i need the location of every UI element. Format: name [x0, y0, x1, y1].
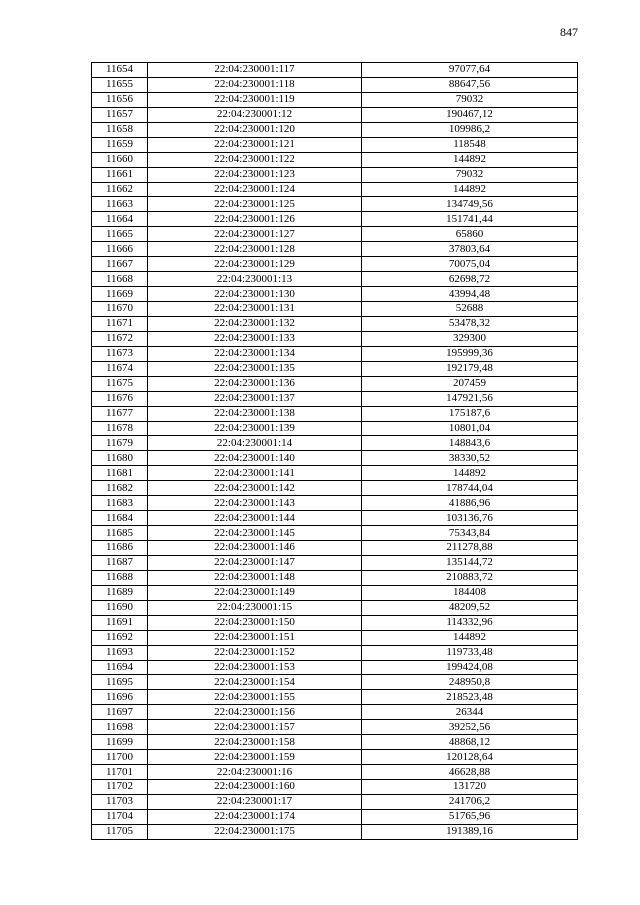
table-row — [92, 197, 578, 212]
row-number-cell: 11704 — [92, 809, 148, 824]
table-row — [92, 526, 578, 541]
table-row — [92, 107, 578, 122]
cadastral-number-cell: 22:04:230001:150 — [148, 615, 362, 630]
cadastral-number-cell: 22:04:230001:117 — [148, 63, 362, 78]
table-row — [92, 152, 578, 167]
table-row — [92, 122, 578, 137]
value-cell: 75343,84 — [362, 526, 578, 541]
table-row — [92, 765, 578, 780]
value-cell: 88647,56 — [362, 77, 578, 92]
cadastral-number-cell: 22:04:230001:123 — [148, 167, 362, 182]
value-cell: 195999,36 — [362, 346, 578, 361]
cadastral-number-cell: 22:04:230001:119 — [148, 92, 362, 107]
cadastral-number-cell: 22:04:230001:158 — [148, 735, 362, 750]
value-cell: 131720 — [362, 780, 578, 795]
value-cell: 148843,6 — [362, 436, 578, 451]
table-row — [92, 720, 578, 735]
table-row — [92, 585, 578, 600]
table-row — [92, 212, 578, 227]
table-row — [92, 167, 578, 182]
cadastral-number-cell: 22:04:230001:124 — [148, 182, 362, 197]
table-row — [92, 451, 578, 466]
value-cell: 147921,56 — [362, 391, 578, 406]
cadastral-number-cell: 22:04:230001:129 — [148, 257, 362, 272]
cadastral-number-cell: 22:04:230001:122 — [148, 152, 362, 167]
row-number-cell: 11669 — [92, 287, 148, 302]
row-number-cell: 11691 — [92, 615, 148, 630]
table-row — [92, 272, 578, 287]
table-row — [92, 242, 578, 257]
page-number: 847 — [560, 25, 578, 39]
value-cell: 144892 — [362, 630, 578, 645]
cadastral-number-cell: 22:04:230001:134 — [148, 346, 362, 361]
value-cell: 210883,72 — [362, 570, 578, 585]
value-cell: 190467,12 — [362, 107, 578, 122]
value-cell: 62698,72 — [362, 272, 578, 287]
cadastral-number-cell: 22:04:230001:143 — [148, 496, 362, 511]
row-number-cell: 11674 — [92, 361, 148, 376]
row-number-cell: 11675 — [92, 376, 148, 391]
row-number-cell: 11702 — [92, 780, 148, 795]
table-row — [92, 690, 578, 705]
cadastral-number-cell: 22:04:230001:148 — [148, 570, 362, 585]
table-row — [92, 481, 578, 496]
table-row — [92, 137, 578, 152]
row-number-cell: 11660 — [92, 152, 148, 167]
table-row — [92, 705, 578, 720]
row-number-cell: 11688 — [92, 570, 148, 585]
table-body — [92, 63, 578, 840]
value-cell: 191389,16 — [362, 824, 578, 839]
value-cell: 70075,04 — [362, 257, 578, 272]
row-number-cell: 11696 — [92, 690, 148, 705]
cadastral-number-cell: 22:04:230001:12 — [148, 107, 362, 122]
table-row — [92, 615, 578, 630]
data-table — [91, 62, 578, 840]
value-cell: 43994,48 — [362, 287, 578, 302]
row-number-cell: 11679 — [92, 436, 148, 451]
row-number-cell: 11659 — [92, 137, 148, 152]
cadastral-number-cell: 22:04:230001:149 — [148, 585, 362, 600]
row-number-cell: 11668 — [92, 272, 148, 287]
row-number-cell: 11687 — [92, 555, 148, 570]
table-row — [92, 92, 578, 107]
cadastral-number-cell: 22:04:230001:145 — [148, 526, 362, 541]
cadastral-number-cell: 22:04:230001:130 — [148, 287, 362, 302]
table-row — [92, 630, 578, 645]
value-cell: 151741,44 — [362, 212, 578, 227]
cadastral-number-cell: 22:04:230001:142 — [148, 481, 362, 496]
value-cell: 241706,2 — [362, 794, 578, 809]
value-cell: 37803,64 — [362, 242, 578, 257]
table-row — [92, 227, 578, 242]
table-row — [92, 376, 578, 391]
row-number-cell: 11656 — [92, 92, 148, 107]
cadastral-number-cell: 22:04:230001:157 — [148, 720, 362, 735]
table-row — [92, 421, 578, 436]
cadastral-number-cell: 22:04:230001:132 — [148, 316, 362, 331]
row-number-cell: 11672 — [92, 331, 148, 346]
cadastral-number-cell: 22:04:230001:127 — [148, 227, 362, 242]
cadastral-number-cell: 22:04:230001:146 — [148, 541, 362, 556]
table-row — [92, 466, 578, 481]
cadastral-number-cell: 22:04:230001:135 — [148, 361, 362, 376]
cadastral-number-cell: 22:04:230001:137 — [148, 391, 362, 406]
cadastral-number-cell: 22:04:230001:121 — [148, 137, 362, 152]
table-row — [92, 541, 578, 556]
table-row — [92, 361, 578, 376]
table-row — [92, 316, 578, 331]
cadastral-number-cell: 22:04:230001:147 — [148, 555, 362, 570]
cadastral-number-cell: 22:04:230001:174 — [148, 809, 362, 824]
value-cell: 48209,52 — [362, 600, 578, 615]
row-number-cell: 11697 — [92, 705, 148, 720]
row-number-cell: 11683 — [92, 496, 148, 511]
value-cell: 10801,04 — [362, 421, 578, 436]
table-row — [92, 302, 578, 317]
cadastral-number-cell: 22:04:230001:140 — [148, 451, 362, 466]
value-cell: 53478,32 — [362, 316, 578, 331]
value-cell: 109986,2 — [362, 122, 578, 137]
cadastral-number-cell: 22:04:230001:151 — [148, 630, 362, 645]
table-row — [92, 735, 578, 750]
table-row — [92, 780, 578, 795]
row-number-cell: 11685 — [92, 526, 148, 541]
cadastral-number-cell: 22:04:230001:17 — [148, 794, 362, 809]
value-cell: 103136,76 — [362, 511, 578, 526]
row-number-cell: 11658 — [92, 122, 148, 137]
value-cell: 184408 — [362, 585, 578, 600]
row-number-cell: 11700 — [92, 750, 148, 765]
table-row — [92, 675, 578, 690]
row-number-cell: 11695 — [92, 675, 148, 690]
table-row — [92, 63, 578, 78]
row-number-cell: 11690 — [92, 600, 148, 615]
value-cell: 118548 — [362, 137, 578, 152]
table-row — [92, 809, 578, 824]
row-number-cell: 11689 — [92, 585, 148, 600]
cadastral-number-cell: 22:04:230001:128 — [148, 242, 362, 257]
row-number-cell: 11657 — [92, 107, 148, 122]
table-row — [92, 257, 578, 272]
row-number-cell: 11693 — [92, 645, 148, 660]
table-row — [92, 77, 578, 92]
cadastral-number-cell: 22:04:230001:155 — [148, 690, 362, 705]
value-cell: 211278,88 — [362, 541, 578, 556]
value-cell: 51765,96 — [362, 809, 578, 824]
table-row — [92, 182, 578, 197]
row-number-cell: 11667 — [92, 257, 148, 272]
cadastral-number-cell: 22:04:230001:133 — [148, 331, 362, 346]
value-cell: 218523,48 — [362, 690, 578, 705]
row-number-cell: 11680 — [92, 451, 148, 466]
cadastral-number-cell: 22:04:230001:131 — [148, 302, 362, 317]
value-cell: 144892 — [362, 152, 578, 167]
cadastral-number-cell: 22:04:230001:126 — [148, 212, 362, 227]
value-cell: 199424,08 — [362, 660, 578, 675]
row-number-cell: 11676 — [92, 391, 148, 406]
table-row — [92, 570, 578, 585]
row-number-cell: 11686 — [92, 541, 148, 556]
value-cell: 329300 — [362, 331, 578, 346]
value-cell: 39252,56 — [362, 720, 578, 735]
table-row — [92, 794, 578, 809]
cadastral-number-cell: 22:04:230001:118 — [148, 77, 362, 92]
table-row — [92, 511, 578, 526]
row-number-cell: 11671 — [92, 316, 148, 331]
row-number-cell: 11681 — [92, 466, 148, 481]
value-cell: 79032 — [362, 167, 578, 182]
value-cell: 52688 — [362, 302, 578, 317]
table-row — [92, 555, 578, 570]
value-cell: 134749,56 — [362, 197, 578, 212]
cadastral-number-cell: 22:04:230001:156 — [148, 705, 362, 720]
cadastral-number-cell: 22:04:230001:16 — [148, 765, 362, 780]
value-cell: 120128,64 — [362, 750, 578, 765]
value-cell: 135144,72 — [362, 555, 578, 570]
row-number-cell: 11705 — [92, 824, 148, 839]
cadastral-number-cell: 22:04:230001:125 — [148, 197, 362, 212]
value-cell: 178744,04 — [362, 481, 578, 496]
value-cell: 175187,6 — [362, 406, 578, 421]
cadastral-number-cell: 22:04:230001:136 — [148, 376, 362, 391]
value-cell: 65860 — [362, 227, 578, 242]
cadastral-number-cell: 22:04:230001:175 — [148, 824, 362, 839]
row-number-cell: 11703 — [92, 794, 148, 809]
row-number-cell: 11677 — [92, 406, 148, 421]
row-number-cell: 11698 — [92, 720, 148, 735]
value-cell: 119733,48 — [362, 645, 578, 660]
row-number-cell: 11684 — [92, 511, 148, 526]
row-number-cell: 11692 — [92, 630, 148, 645]
value-cell: 114332,96 — [362, 615, 578, 630]
cadastral-number-cell: 22:04:230001:154 — [148, 675, 362, 690]
row-number-cell: 11666 — [92, 242, 148, 257]
table-row — [92, 600, 578, 615]
cadastral-number-cell: 22:04:230001:159 — [148, 750, 362, 765]
row-number-cell: 11661 — [92, 167, 148, 182]
cadastral-number-cell: 22:04:230001:120 — [148, 122, 362, 137]
cadastral-number-cell: 22:04:230001:141 — [148, 466, 362, 481]
table-row — [92, 750, 578, 765]
row-number-cell: 11670 — [92, 302, 148, 317]
cadastral-number-cell: 22:04:230001:160 — [148, 780, 362, 795]
value-cell: 38330,52 — [362, 451, 578, 466]
cadastral-number-cell: 22:04:230001:14 — [148, 436, 362, 451]
row-number-cell: 11663 — [92, 197, 148, 212]
value-cell: 41886,96 — [362, 496, 578, 511]
cadastral-number-cell: 22:04:230001:139 — [148, 421, 362, 436]
cadastral-number-cell: 22:04:230001:13 — [148, 272, 362, 287]
table-row — [92, 287, 578, 302]
row-number-cell: 11654 — [92, 63, 148, 78]
table-row — [92, 406, 578, 421]
row-number-cell: 11673 — [92, 346, 148, 361]
cadastral-number-cell: 22:04:230001:138 — [148, 406, 362, 421]
value-cell: 46628,88 — [362, 765, 578, 780]
row-number-cell: 11662 — [92, 182, 148, 197]
table-row — [92, 391, 578, 406]
cadastral-number-cell: 22:04:230001:153 — [148, 660, 362, 675]
row-number-cell: 11701 — [92, 765, 148, 780]
value-cell: 26344 — [362, 705, 578, 720]
value-cell: 248950,8 — [362, 675, 578, 690]
value-cell: 48868,12 — [362, 735, 578, 750]
row-number-cell: 11664 — [92, 212, 148, 227]
value-cell: 97077,64 — [362, 63, 578, 78]
table-row — [92, 436, 578, 451]
row-number-cell: 11655 — [92, 77, 148, 92]
value-cell: 144892 — [362, 182, 578, 197]
value-cell: 207459 — [362, 376, 578, 391]
cadastral-number-cell: 22:04:230001:15 — [148, 600, 362, 615]
table-row — [92, 496, 578, 511]
row-number-cell: 11682 — [92, 481, 148, 496]
row-number-cell: 11699 — [92, 735, 148, 750]
cadastral-number-cell: 22:04:230001:152 — [148, 645, 362, 660]
table-row — [92, 346, 578, 361]
row-number-cell: 11694 — [92, 660, 148, 675]
value-cell: 192179,48 — [362, 361, 578, 376]
table-row — [92, 645, 578, 660]
value-cell: 79032 — [362, 92, 578, 107]
row-number-cell: 11665 — [92, 227, 148, 242]
row-number-cell: 11678 — [92, 421, 148, 436]
table-row — [92, 331, 578, 346]
cadastral-number-cell: 22:04:230001:144 — [148, 511, 362, 526]
table-row — [92, 660, 578, 675]
table-row — [92, 824, 578, 839]
value-cell: 144892 — [362, 466, 578, 481]
